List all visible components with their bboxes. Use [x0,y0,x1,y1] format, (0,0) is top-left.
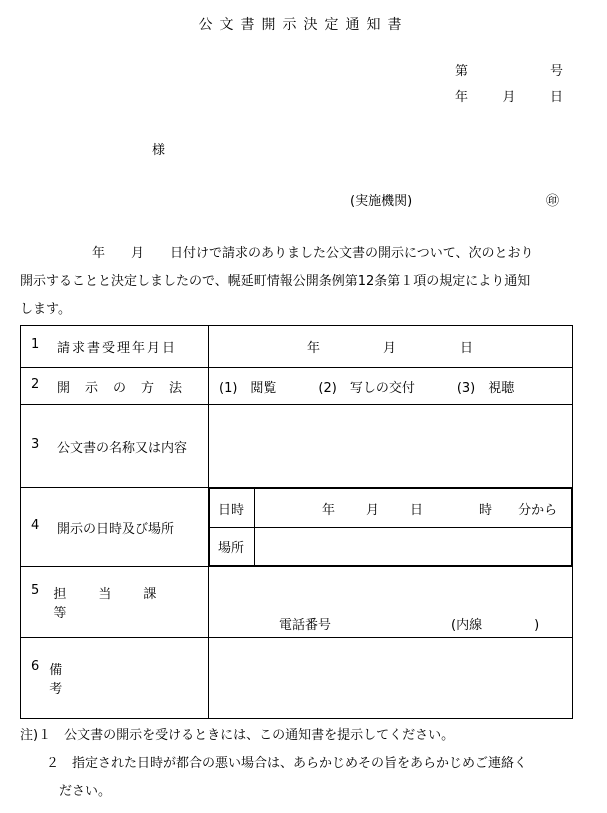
date-year: 年 [455,90,469,105]
notes-section [20,722,595,806]
date-month: 月 [502,90,516,105]
row-label [21,405,209,488]
row-label [21,567,209,638]
place-value [255,528,572,566]
place-label: 場所 [210,528,255,566]
row-number: 6 [31,659,40,674]
table-row [21,405,573,488]
row-label-text: 開示の日時及び場所 [57,521,175,537]
row-label-text: 備考 [49,663,163,697]
disclosure-table [20,325,573,719]
disclosure-method-options [209,368,573,405]
disclosure-month: 月 [366,502,380,518]
note-line-3: ださい。 [20,784,112,799]
row-number: 3 [31,436,40,452]
document-title: 公文書開示決定通知書 [198,17,409,33]
disclosure-datetime-place [209,488,573,567]
table-row [21,326,573,368]
number-suffix: 号 [549,64,563,79]
method-option-watch: (3) 視聴 [456,380,515,396]
note-line-1: 注)１ 公文書の開示を受けるときには、この通知書を提示してください。 [20,728,455,743]
seal-mark: ㊞ [546,194,560,209]
intro-line-1: 年 月 日付けで請求のありました公文書の開示について、次のとおり [92,246,534,261]
intro-line-2: 開示することと決定しましたので、幌延町情報公開条例第12条第１項の規定により通知 [20,274,531,289]
intro-line-3: します。 [20,302,71,317]
disclosure-hour: 時 [479,502,493,518]
row-label [21,638,209,719]
intro-paragraph [20,240,590,324]
row-label-text: 請求書受理年月日 [57,341,178,356]
row-label [21,368,209,405]
department-value [209,567,573,638]
note-line-2: ２ 指定された日時が都合の悪い場合は、あらかじめその旨をあらかじめご連絡く [20,756,528,771]
disclosure-minute: 分から [518,502,558,518]
row-label [21,488,209,567]
table-row [21,488,573,567]
phone-label: 電話番号 [279,618,332,633]
received-year: 年 [307,341,321,356]
method-option-copy: (2) 写しの交付 [318,380,415,396]
extension-label: (内線 ) [451,618,540,633]
document-name-value [209,405,573,488]
row-label-text: 公文書の名称又は内容 [57,440,188,456]
disclosure-year: 年 [322,502,336,518]
row-number: 5 [31,583,40,598]
received-date-value [209,326,573,368]
addressee-honorific: 様 [152,143,166,158]
document-number [455,60,563,79]
row-number: 1 [31,337,40,352]
remarks-value [209,638,573,719]
row-label-text: 開示の方法 [57,380,198,396]
received-day: 日 [460,341,474,356]
datetime-label: 日時 [210,489,255,528]
row-label [21,326,209,368]
document-date [455,86,563,105]
received-month: 月 [383,341,397,356]
row-number: 4 [31,517,40,533]
row-label-text: 担当課等 [53,587,189,621]
date-day: 日 [549,90,563,105]
disclosure-day: 日 [410,502,424,518]
table-row [21,368,573,405]
number-prefix: 第 [455,64,469,79]
table-row [21,567,573,638]
datetime-value [255,489,572,528]
implementing-agency: (実施機関) [350,194,413,209]
datetime-place-subtable [209,488,572,566]
method-option-view: (1) 閲覧 [219,380,277,396]
row-number: 2 [31,376,40,392]
table-row [21,638,573,719]
